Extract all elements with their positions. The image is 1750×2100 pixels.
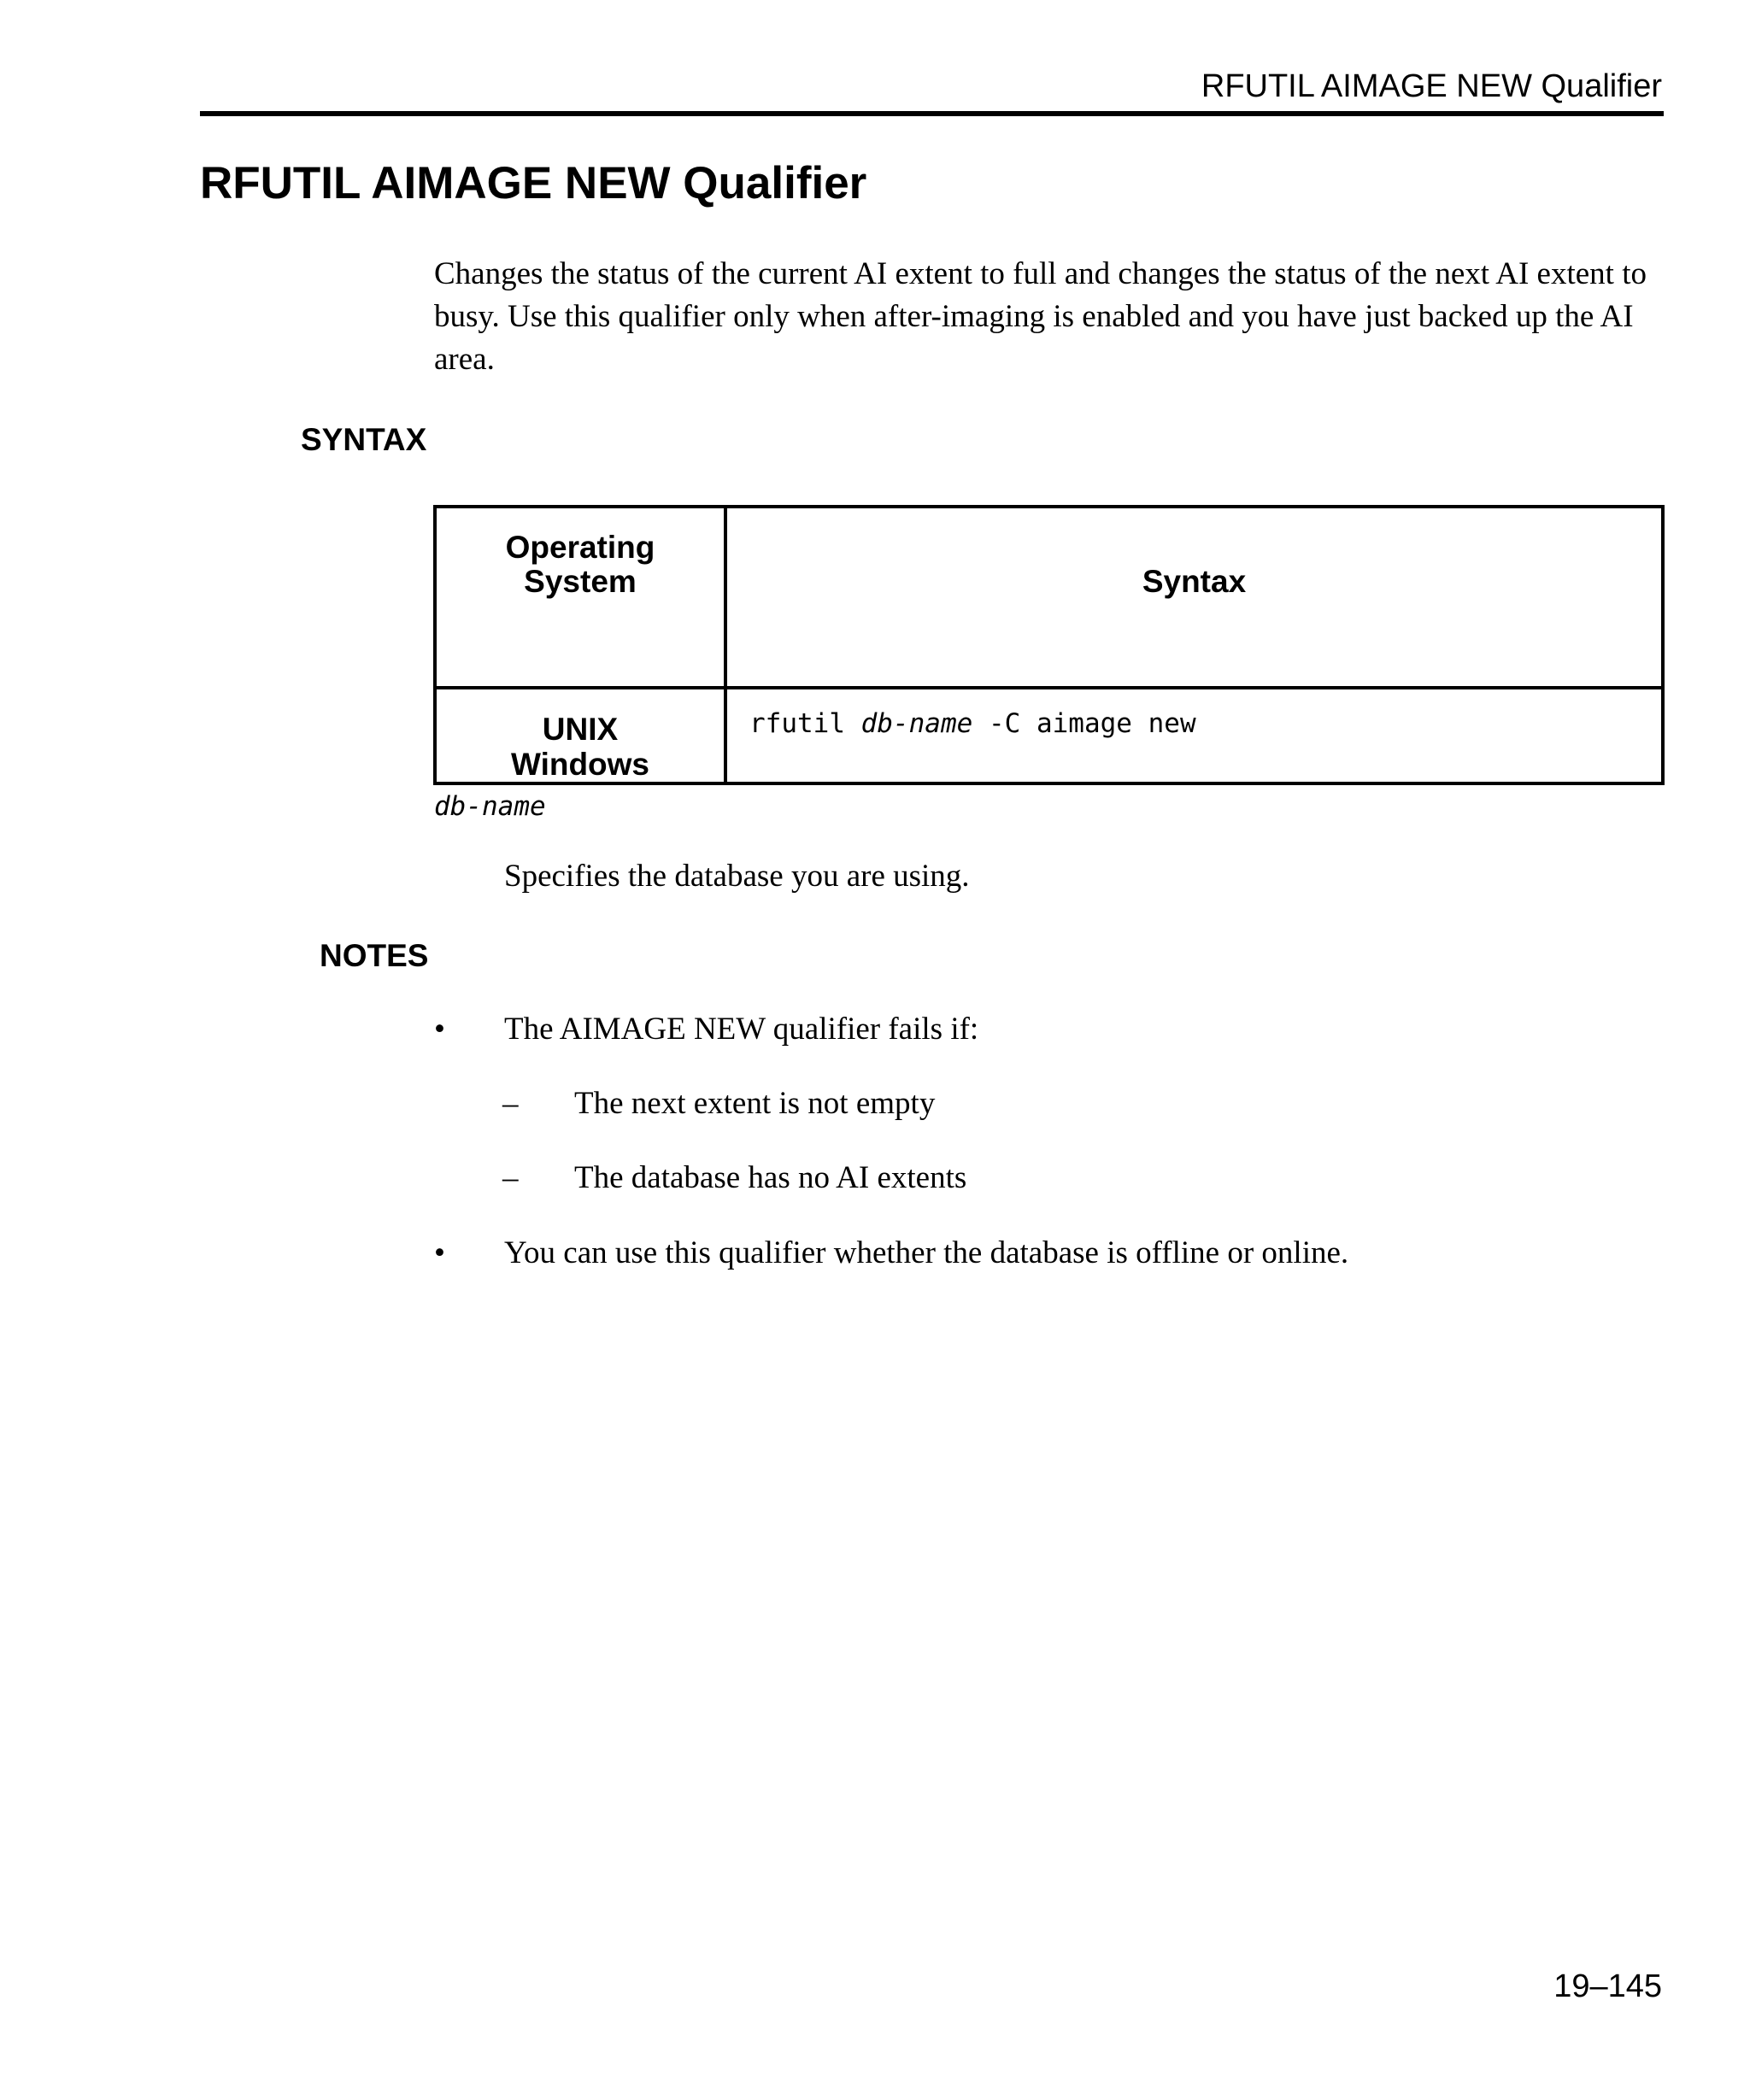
parameter-description: Specifies the database you are using. bbox=[504, 859, 970, 894]
os-column-header bbox=[435, 507, 725, 688]
header-rule bbox=[200, 111, 1664, 116]
syntax-column-header: Syntax bbox=[725, 507, 1663, 688]
table-row bbox=[435, 688, 1663, 783]
os-name: Windows bbox=[510, 747, 650, 782]
sub-list-item: The next extent is not empty bbox=[574, 1086, 936, 1121]
command-prefix: rfutil bbox=[749, 708, 861, 739]
sub-list-item: The database has no AI extents bbox=[574, 1160, 967, 1195]
syntax-heading: SYNTAX bbox=[301, 422, 427, 457]
page-number: 19–145 bbox=[1553, 1968, 1662, 2004]
syntax-table bbox=[433, 505, 1665, 785]
os-header-line: System bbox=[524, 564, 637, 599]
running-header: RFUTIL AIMAGE NEW Qualifier bbox=[1201, 68, 1662, 104]
list-item: The AIMAGE NEW qualifier fails if: bbox=[504, 1012, 979, 1047]
list-item: You can use this qualifier whether the database is offline or online. bbox=[504, 1235, 1349, 1270]
os-cell bbox=[435, 688, 725, 783]
description-paragraph: Changes the status of the current AI extent to full and changes the status of the next AI extent to busy. Use this qualifier only when after-imaging is enabled and you have just backed up the AI area. bbox=[434, 256, 1647, 377]
bullet-marker: • bbox=[434, 1235, 445, 1270]
bullet-marker: • bbox=[434, 1012, 445, 1047]
syntax-cell bbox=[725, 688, 1663, 783]
syntax-table-header-row bbox=[435, 507, 1663, 688]
dash-marker: – bbox=[502, 1160, 519, 1195]
parameter-name: db-name bbox=[434, 791, 546, 822]
command-suffix: -C aimage new bbox=[972, 708, 1196, 739]
page-title: RFUTIL AIMAGE NEW Qualifier bbox=[200, 158, 867, 208]
command-parameter: db-name bbox=[860, 708, 973, 739]
os-header-line: Operating bbox=[505, 530, 655, 565]
notes-heading: NOTES bbox=[320, 938, 429, 973]
dash-marker: – bbox=[502, 1086, 519, 1121]
os-name: UNIX bbox=[542, 712, 619, 747]
